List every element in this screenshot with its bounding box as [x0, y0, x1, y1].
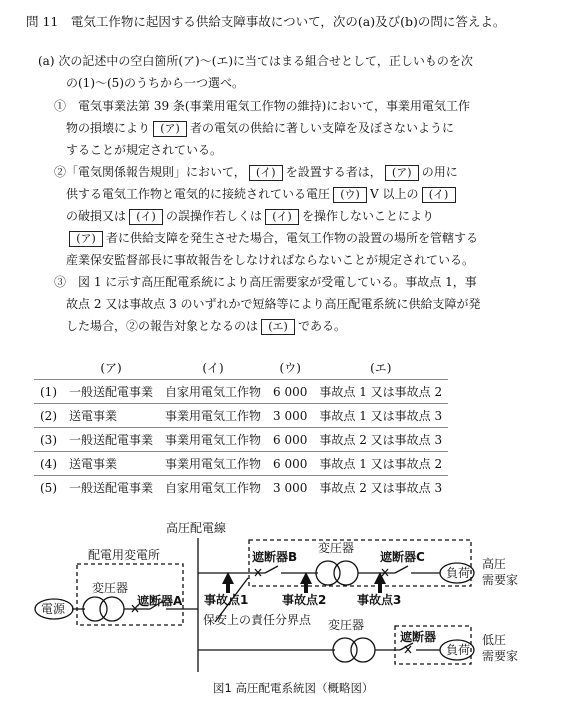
- figure-caption: 図1 高圧配電系統図（概略図）: [213, 681, 374, 695]
- table-cell: 自家用電気工作物: [165, 385, 262, 399]
- transformer2-label: 変圧器: [318, 541, 355, 555]
- question-title: 問 11 電気工作物に起因する供給支障事故について，次の(a)及び(b)の問に答えよ。: [26, 14, 506, 29]
- substation-label: 配電用変電所: [88, 548, 161, 562]
- table-cell: (5): [34, 476, 63, 500]
- table-cell: 3 000: [267, 404, 313, 428]
- table-cell: 事故点 1 又は事故点 2: [319, 385, 443, 399]
- item3-line1: ③ 図 1 に示す高圧配電系統により高圧需要家が受電している。事故点 1，事: [54, 275, 477, 289]
- fault2-arrow-icon: [300, 572, 312, 584]
- item2-line3: の破損又は (イ) の誤操作若しくは (イ) を操作しないことにより: [66, 209, 435, 223]
- item2-line5: 産業保安監督部長に事故報告をしなければならないことが規定されている。: [66, 253, 475, 267]
- part-a-line1: (a) 次の記述中の空白箇所(ア)～(エ)に当てはまる組合せとして，正しいものを次: [38, 54, 473, 68]
- item2-line2: 供する電気工作物と電気的に接続されている電圧 (ウ) V 以上の (イ): [66, 185, 459, 203]
- item2-line4: (ア) 者に供給支障を発生させた場合，電気工作物の設置の場所を管轄する: [66, 229, 478, 247]
- transformer-label: 変圧器: [92, 581, 129, 595]
- blank-i: (イ): [265, 209, 299, 225]
- item3-line2: 故点 2 又は事故点 3 のいずれかで短絡等により高圧配電系統に供給支障が発: [66, 297, 481, 311]
- load-label: 負荷: [446, 566, 471, 580]
- table-cell: 自家用電気工作物: [159, 476, 267, 500]
- blank-a: (ア): [153, 121, 187, 137]
- table-header: (ア): [63, 356, 159, 380]
- fault1-arrow-icon: [222, 572, 234, 584]
- table-cell: 一般送配電事業: [63, 428, 159, 452]
- table-cell: 一般送配電事業: [69, 385, 154, 399]
- table-cell: (3): [34, 428, 63, 452]
- table-cell: 送電事業: [63, 452, 159, 476]
- breaker-c-label: 遮断器C: [380, 550, 425, 564]
- table-cell: 事故点 1 又は事故点 2: [313, 452, 448, 476]
- item1-line1: ① 電気事業法第 39 条(事業用電気工作物の維持)において，事業用電気工作: [54, 99, 471, 113]
- transformer3-label: 変圧器: [328, 618, 365, 632]
- item3-line3: した場合，②の報告対象となるのは (エ) である。: [66, 319, 347, 333]
- table-header: (エ): [313, 356, 448, 380]
- breaker-b-label: 遮断器B: [252, 550, 298, 564]
- table-cell: 6 000: [267, 452, 313, 476]
- hv-customer-label-2: 需要家: [482, 573, 519, 587]
- table-cell: 6 000: [273, 384, 308, 399]
- table-cell: 事業用電気工作物: [159, 404, 267, 428]
- table-cell: 事業用電気工作物: [159, 428, 267, 452]
- lv-customer-label-2: 需要家: [482, 649, 519, 663]
- breaker-label: 遮断器: [400, 630, 437, 644]
- fault3-label: 事故点3: [357, 593, 402, 607]
- blank-i: (イ): [129, 209, 163, 225]
- table-cell: 事故点 2 又は事故点 3: [313, 428, 448, 452]
- blank-e: (エ): [261, 319, 295, 335]
- table-cell: 3 000: [267, 476, 313, 500]
- table-cell: (4): [34, 452, 63, 476]
- item1-line2: 物の損壊により (ア) 者の電気の供給に著しい支障を及ぼさないように: [66, 121, 455, 135]
- load2-label: 負荷: [446, 643, 471, 657]
- item2-line1: ②「電気関係報告規則」において， (イ) を設置する者は， (ア) の用に: [54, 165, 458, 179]
- item1-line3: することが規定されている。: [66, 143, 223, 157]
- table-cell: 事故点 1 又は事故点 3: [313, 404, 448, 428]
- part-a-line2: の(1)～(5)のうちから一つ選べ。: [66, 76, 244, 90]
- table-header: (イ): [159, 356, 267, 380]
- table-cell: 6 000: [267, 428, 313, 452]
- lv-customer-label-1: 低圧: [482, 633, 507, 647]
- table-cell: 一般送配電事業: [63, 476, 159, 500]
- boundary-label: 保安上の責任分界点: [203, 613, 312, 627]
- table-cell: (2): [34, 404, 63, 428]
- blank-i: (イ): [422, 187, 456, 203]
- source-label: 電源: [41, 602, 66, 616]
- table-header: (ウ): [267, 356, 313, 380]
- hv-line-label: 高圧配電線: [166, 521, 227, 535]
- fault2-label: 事故点2: [282, 593, 327, 607]
- hv-customer-label-1: 高圧: [482, 557, 507, 571]
- table-cell: (1): [40, 384, 57, 399]
- table-cell: 送電事業: [63, 404, 159, 428]
- breaker-a-label: 遮断器A: [137, 594, 183, 608]
- blank-i: (イ): [249, 165, 283, 181]
- blank-a: (ア): [69, 231, 103, 247]
- table-cell: 事業用電気工作物: [159, 452, 267, 476]
- fault1-label: 事故点1: [204, 593, 249, 607]
- table-cell: 事故点 2 又は事故点 3: [313, 476, 448, 500]
- blank-u: (ウ): [333, 187, 367, 203]
- blank-a: (ア): [385, 165, 419, 181]
